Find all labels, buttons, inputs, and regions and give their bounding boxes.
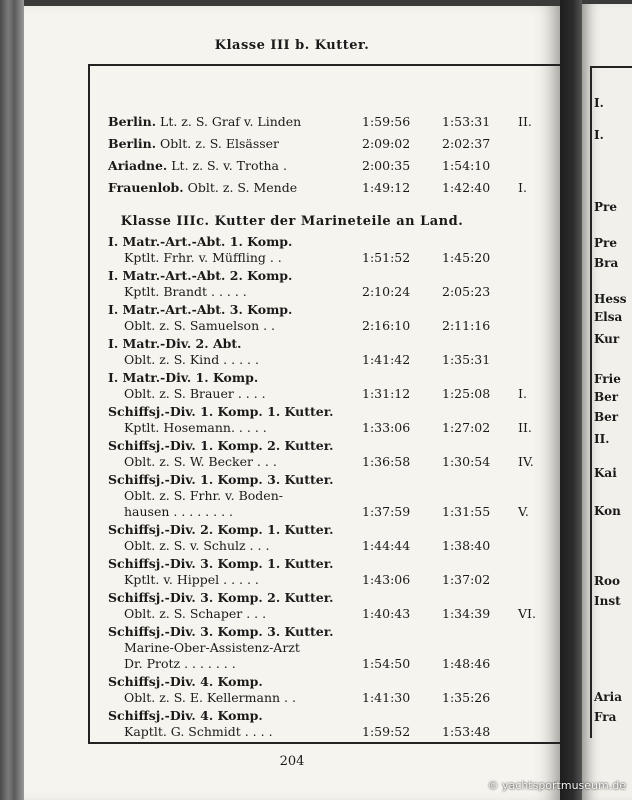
time-elapsed: 1:43:06 — [362, 572, 411, 587]
time-corrected: 1:34:39 — [442, 606, 491, 621]
time-elapsed: 1:41:42 — [362, 352, 411, 367]
person-name: Kptlt. Hosemann. . . . . — [124, 420, 267, 435]
section-heading-klasse-3b: Klasse III b. Kutter. — [214, 38, 370, 53]
unit-name: Schiffsj.-Div. 4. Komp. — [108, 708, 263, 723]
time-elapsed: 1:59:56 — [362, 114, 411, 129]
section-heading-klasse-3c: Klasse IIIc. Kutter der Marineteile an Land. — [120, 214, 464, 229]
result-entry — [108, 438, 548, 470]
time-elapsed: 1:54:50 — [362, 656, 411, 671]
facing-page-fragment: Elsa — [594, 310, 623, 324]
facing-page-fragment: Pre — [594, 200, 617, 214]
person-name: Oblt. z. S. Elsässer — [160, 136, 280, 151]
unit-name: Schiffsj.-Div. 4. Komp. — [108, 674, 263, 689]
result-entry — [108, 404, 548, 436]
facing-page-fragment: Hess — [594, 292, 627, 306]
person-name: Oblt. z. S. Brauer . . . . — [124, 386, 266, 401]
time-corrected: 1:53:31 — [442, 114, 491, 129]
facing-page-fragment: Aria — [594, 690, 622, 704]
facing-page-fragment: Roo — [594, 574, 620, 588]
time-corrected: 1:37:02 — [442, 572, 491, 587]
unit-name: Schiffsj.-Div. 1. Komp. 2. Kutter. — [108, 438, 334, 453]
person-title: Marine-Ober-Assistenz-Arzt — [124, 640, 300, 655]
rank: II. — [518, 420, 532, 435]
result-row — [108, 114, 548, 134]
book-spine — [0, 0, 24, 800]
facing-page-fragment: Inst — [594, 594, 621, 608]
time-elapsed: 1:31:12 — [362, 386, 411, 401]
person-name: Oblt. z. S. Samuelson . . — [124, 318, 276, 333]
result-row — [108, 180, 548, 200]
book-page — [24, 6, 560, 800]
result-entry — [108, 472, 548, 520]
facing-page-fragment: I. — [594, 96, 604, 110]
facing-page-fragment: Fra — [594, 710, 617, 724]
time-elapsed: 1:41:30 — [362, 690, 411, 705]
person-name: Lt. z. S. v. Trotha . — [171, 158, 287, 173]
facing-page-fragment: II. — [594, 432, 610, 446]
time-elapsed: 1:36:58 — [362, 454, 411, 469]
result-entry — [108, 302, 548, 334]
result-entry — [108, 556, 548, 588]
unit-name: Schiffsj.-Div. 3. Komp. 1. Kutter. — [108, 556, 334, 571]
unit-name: I. Matr.-Art.-Abt. 1. Komp. — [108, 234, 293, 249]
time-elapsed: 1:33:06 — [362, 420, 411, 435]
rank: I. — [518, 386, 527, 401]
person-name: Kptlt. Brandt . . . . . — [124, 284, 247, 299]
result-entry — [108, 590, 548, 622]
time-corrected: 1:54:10 — [442, 158, 491, 173]
time-corrected: 1:27:02 — [442, 420, 491, 435]
person-name: Oblt. z. S. E. Kellermann . . — [124, 690, 296, 705]
person-name: Lt. z. S. Graf v. Linden — [160, 114, 302, 129]
time-elapsed: 2:16:10 — [362, 318, 411, 333]
result-entry — [108, 674, 548, 706]
time-corrected: 2:02:37 — [442, 136, 491, 151]
result-entry — [108, 268, 548, 300]
time-corrected: 1:53:48 — [442, 724, 491, 739]
person-name: Oblt. z. S. W. Becker . . . — [124, 454, 277, 469]
person-name: Oblt. z. S. Kind . . . . . — [124, 352, 259, 367]
time-corrected: 2:05:23 — [442, 284, 491, 299]
person-name-continued: hausen . . . . . . . . — [124, 504, 233, 519]
person-name: Kptlt. v. Hippel . . . . . — [124, 572, 259, 587]
time-corrected: 1:35:26 — [442, 690, 491, 705]
time-elapsed: 1:37:59 — [362, 504, 411, 519]
rank: V. — [518, 504, 529, 519]
unit-name: Schiffsj.-Div. 2. Komp. 1. Kutter. — [108, 522, 334, 537]
unit-name: Schiffsj.-Div. 3. Komp. 3. Kutter. — [108, 624, 334, 639]
rank: II. — [518, 114, 532, 129]
person-name: Kptlt. Frhr. v. Müffling . . — [124, 250, 282, 265]
time-corrected: 1:30:54 — [442, 454, 491, 469]
unit-name: I. Matr.-Div. 2. Abt. — [108, 336, 242, 351]
time-elapsed: 1:40:43 — [362, 606, 411, 621]
facing-page-fragment: Ber — [594, 390, 619, 404]
book-gutter — [560, 0, 582, 800]
result-entry — [108, 624, 548, 672]
unit-name: I. Matr.-Art.-Abt. 3. Komp. — [108, 302, 293, 317]
person-name: Dr. Protz . . . . . . . — [124, 656, 236, 671]
time-elapsed: 1:51:52 — [362, 250, 411, 265]
time-elapsed: 1:44:44 — [362, 538, 411, 553]
facing-page-fragment: Kon — [594, 504, 621, 518]
facing-page-fragment: Bra — [594, 256, 619, 270]
facing-page-fragment: Kai — [594, 466, 617, 480]
person-name: Oblt. z. S. Schaper . . . — [124, 606, 267, 621]
time-corrected: 1:35:31 — [442, 352, 491, 367]
unit-name: Schiffsj.-Div. 1. Komp. 1. Kutter. — [108, 404, 334, 419]
result-row — [108, 158, 548, 178]
person-name: Oblt. z. S. Mende — [187, 180, 298, 195]
rank: IV. — [518, 454, 534, 469]
boat-name: Frauenlob. — [108, 180, 184, 195]
boat-name: Berlin. — [108, 114, 157, 129]
result-entry — [108, 522, 548, 554]
time-elapsed: 2:09:02 — [362, 136, 411, 151]
person-name: Oblt. z. S. Frhr. v. Boden- — [124, 488, 283, 503]
facing-page-fragment: Ber — [594, 410, 619, 424]
facing-page-fragment: Frie — [594, 372, 621, 386]
result-entry — [108, 708, 548, 740]
time-corrected: 1:42:40 — [442, 180, 491, 195]
rank: I. — [518, 180, 527, 195]
time-elapsed: 1:59:52 — [362, 724, 411, 739]
boat-name: Ariadne. — [108, 158, 168, 173]
facing-page-fragment: Kur — [594, 332, 620, 346]
unit-name: Schiffsj.-Div. 1. Komp. 3. Kutter. — [108, 472, 334, 487]
copyright-watermark: © yachtsportmuseum.de — [487, 779, 626, 792]
page-number: 204 — [279, 754, 305, 769]
unit-name: Schiffsj.-Div. 3. Komp. 2. Kutter. — [108, 590, 334, 605]
time-elapsed: 2:10:24 — [362, 284, 411, 299]
time-corrected: 1:25:08 — [442, 386, 491, 401]
unit-name: I. Matr.-Art.-Abt. 2. Komp. — [108, 268, 293, 283]
time-corrected: 1:48:46 — [442, 656, 491, 671]
facing-page-fragment: I. — [594, 128, 604, 142]
result-row — [108, 136, 548, 156]
unit-name: I. Matr.-Div. 1. Komp. — [108, 370, 259, 385]
result-entry — [108, 336, 548, 368]
time-corrected: 1:31:55 — [442, 504, 491, 519]
time-corrected: 1:45:20 — [442, 250, 491, 265]
person-name: Kaptlt. G. Schmidt . . . . — [124, 724, 273, 739]
facing-page — [582, 4, 632, 800]
boat-name: Berlin. — [108, 136, 157, 151]
result-entry — [108, 370, 548, 402]
person-name: Oblt. z. S. v. Schulz . . . — [124, 538, 270, 553]
rank: VI. — [518, 606, 536, 621]
time-corrected: 2:11:16 — [442, 318, 491, 333]
time-elapsed: 2:00:35 — [362, 158, 411, 173]
result-entry — [108, 234, 548, 266]
time-corrected: 1:38:40 — [442, 538, 491, 553]
facing-page-fragment: Pre — [594, 236, 617, 250]
time-elapsed: 1:49:12 — [362, 180, 411, 195]
